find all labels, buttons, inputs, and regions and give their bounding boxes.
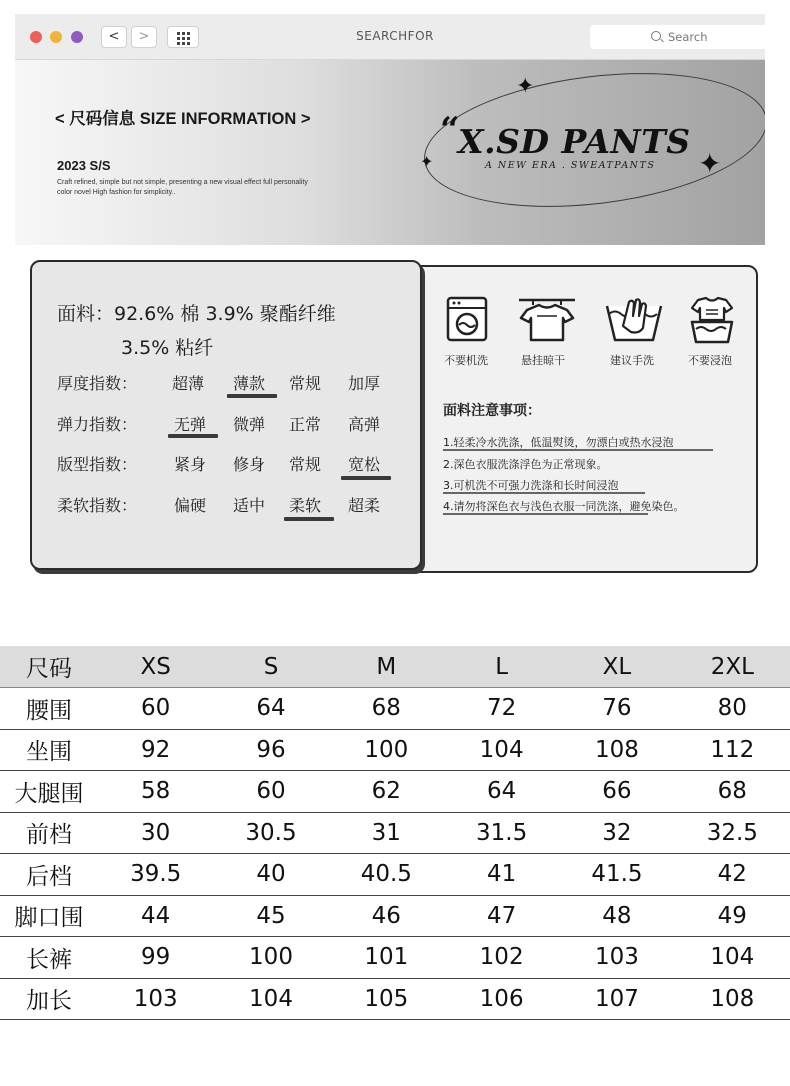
- measurement-value: 48: [559, 895, 674, 937]
- care-note: 1.轻柔冷水洗涤，低温熨烫，勿漂白或热水浸泡: [443, 436, 674, 449]
- hanger-icon: [517, 296, 577, 344]
- measurement-value: 104: [213, 978, 328, 1020]
- banner-description-line: color novel High fashion for simplicity..: [57, 189, 176, 196]
- fit-option: 常规: [289, 455, 322, 474]
- measurement-value: 100: [329, 729, 444, 771]
- measurement-value: 31.5: [444, 812, 559, 854]
- minimize-window-icon[interactable]: [50, 31, 62, 43]
- measurement-value: 66: [559, 771, 674, 813]
- forward-button[interactable]: >: [131, 26, 157, 48]
- measurement-value: 64: [213, 688, 328, 730]
- care-notes-title: 面料注意事项：: [443, 403, 541, 419]
- care-label: 不要浸泡: [688, 354, 732, 367]
- measurement-value: 76: [559, 688, 674, 730]
- measurement-value: 41.5: [559, 854, 674, 896]
- table-row: [0, 771, 790, 813]
- hand-wash-icon: [605, 296, 663, 346]
- fit-index-label: 版型指数：: [57, 455, 138, 474]
- thickness-option: 超薄: [172, 374, 205, 393]
- table-row: [0, 895, 790, 937]
- selected-underline: [227, 394, 277, 398]
- size-table: [0, 646, 790, 1020]
- measurement-value: 41: [444, 854, 559, 896]
- softness-option-selected: 柔软: [289, 496, 322, 515]
- fit-option-selected: 宽松: [348, 455, 381, 474]
- measurement-value: 108: [675, 978, 790, 1020]
- fabric-composition: 面料：92.6% 棉 3.9% 聚酯纤维: [57, 303, 336, 325]
- measurement-value: 44: [98, 895, 213, 937]
- measurement-value: 30: [98, 812, 213, 854]
- selected-underline: [168, 434, 218, 438]
- measurement-value: 40.5: [329, 854, 444, 896]
- measurement-value: 46: [329, 895, 444, 937]
- maximize-window-icon[interactable]: [71, 31, 83, 43]
- table-row: [0, 688, 790, 730]
- measurement-value: 103: [98, 978, 213, 1020]
- measurement-label: 大腿围: [0, 771, 98, 813]
- measurement-value: 104: [444, 729, 559, 771]
- search-icon: [651, 31, 661, 41]
- care-note: 4.请勿将深色衣与浅色衣服一同洗涤，避免染色。: [443, 500, 685, 513]
- grid-menu-icon[interactable]: [167, 26, 199, 48]
- selected-underline: [341, 476, 391, 480]
- size-table-header: [0, 646, 790, 688]
- measurement-value: 64: [444, 771, 559, 813]
- elasticity-option: 微弹: [233, 415, 266, 434]
- care-label: 不要机洗: [444, 354, 488, 367]
- elasticity-index-label: 弹力指数：: [57, 415, 138, 434]
- softness-index-label: 柔软指数：: [57, 496, 138, 515]
- browser-toolbar: [15, 14, 765, 60]
- measurement-value: 58: [98, 771, 213, 813]
- measurement-label: 后档: [0, 854, 98, 896]
- fit-option: 紧身: [174, 455, 207, 474]
- measurement-label: 脚口围: [0, 895, 98, 937]
- note-underline: [443, 492, 645, 494]
- care-label: 悬挂晾干: [521, 354, 565, 367]
- logo-quote-mark: “: [440, 110, 460, 150]
- size-header-cell: 尺码: [0, 646, 98, 688]
- note-underline: [443, 449, 713, 451]
- banner-description: [57, 178, 367, 198]
- measurement-value: 72: [444, 688, 559, 730]
- measurement-label: 腰围: [0, 688, 98, 730]
- measurement-value: 60: [98, 688, 213, 730]
- elasticity-option: 高弹: [348, 415, 381, 434]
- care-note: 3.可机洗不可强力洗涤和长时间浸泡: [443, 479, 619, 492]
- close-window-icon[interactable]: [30, 31, 42, 43]
- measurement-value: 49: [675, 895, 790, 937]
- measurement-value: 80: [675, 688, 790, 730]
- measurement-value: 39.5: [98, 854, 213, 896]
- measurement-value: 68: [329, 688, 444, 730]
- measurement-value: 42: [675, 854, 790, 896]
- softness-option: 偏硬: [174, 496, 207, 515]
- measurement-value: 106: [444, 978, 559, 1020]
- measurement-value: 92: [98, 729, 213, 771]
- measurement-value: 47: [444, 895, 559, 937]
- table-row: [0, 729, 790, 771]
- size-header-cell: M: [329, 646, 444, 688]
- sparkle-icon: ✦: [420, 152, 434, 171]
- fit-option: 修身: [233, 455, 266, 474]
- fabric-composition-cont: 3.5% 粘纤: [121, 337, 214, 359]
- measurement-value: 60: [213, 771, 328, 813]
- back-button[interactable]: <: [101, 26, 127, 48]
- measurement-value: 100: [213, 937, 328, 979]
- measurement-value: 32: [559, 812, 674, 854]
- hero-banner: [15, 60, 765, 245]
- banner-heading: < 尺码信息 SIZE INFORMATION >: [55, 110, 311, 128]
- measurement-label: 加长: [0, 978, 98, 1020]
- elasticity-option: 正常: [289, 415, 322, 434]
- search-placeholder: Search: [668, 30, 708, 44]
- measurement-value: 102: [444, 937, 559, 979]
- care-note: 2.深色衣服洗涤浮色为正常现象。: [443, 458, 608, 471]
- measurement-value: 62: [329, 771, 444, 813]
- banner-season: 2023 S/S: [57, 158, 111, 173]
- thickness-option-selected: 薄款: [233, 374, 266, 393]
- measurement-value: 103: [559, 937, 674, 979]
- thickness-index-label: 厚度指数：: [57, 374, 138, 393]
- note-underline: [443, 513, 648, 515]
- size-header-cell: S: [213, 646, 328, 688]
- thickness-option: 加厚: [348, 374, 381, 393]
- banner-description-line: Craft refined, simple but not simple, presenting a new visual effect full personality: [57, 179, 308, 186]
- search-input[interactable]: [590, 25, 765, 49]
- washing-machine-icon: [446, 296, 490, 344]
- measurement-value: 96: [213, 729, 328, 771]
- size-header-cell: 2XL: [675, 646, 790, 688]
- measurement-value: 112: [675, 729, 790, 771]
- selected-underline: [284, 517, 334, 521]
- brand-logo: X.SD PANTS: [458, 122, 691, 161]
- size-header-cell: L: [444, 646, 559, 688]
- measurement-value: 101: [329, 937, 444, 979]
- no-soak-icon: [688, 296, 736, 346]
- measurement-value: 30.5: [213, 812, 328, 854]
- table-row: [0, 812, 790, 854]
- table-row: [0, 854, 790, 896]
- measurement-value: 32.5: [675, 812, 790, 854]
- measurement-value: 99: [98, 937, 213, 979]
- measurement-value: 104: [675, 937, 790, 979]
- sparkle-icon: ✦: [516, 74, 535, 99]
- elasticity-option-selected: 无弹: [174, 415, 207, 434]
- table-row: [0, 978, 790, 1020]
- measurement-value: 108: [559, 729, 674, 771]
- sparkle-icon: ✦: [698, 147, 722, 180]
- site-title: SEARCHFOR: [356, 29, 434, 43]
- measurement-value: 107: [559, 978, 674, 1020]
- measurement-value: 40: [213, 854, 328, 896]
- size-header-cell: XS: [98, 646, 213, 688]
- measurement-label: 前档: [0, 812, 98, 854]
- softness-option: 超柔: [348, 496, 381, 515]
- softness-option: 适中: [233, 496, 266, 515]
- measurement-value: 45: [213, 895, 328, 937]
- table-row: [0, 937, 790, 979]
- thickness-option: 常规: [289, 374, 322, 393]
- brand-tagline: A NEW ERA . SWEATPANTS: [485, 160, 656, 171]
- measurement-value: 31: [329, 812, 444, 854]
- care-label: 建议手洗: [610, 354, 654, 367]
- measurement-value: 68: [675, 771, 790, 813]
- measurement-value: 105: [329, 978, 444, 1020]
- measurement-label: 坐围: [0, 729, 98, 771]
- size-header-cell: XL: [559, 646, 674, 688]
- measurement-label: 长裤: [0, 937, 98, 979]
